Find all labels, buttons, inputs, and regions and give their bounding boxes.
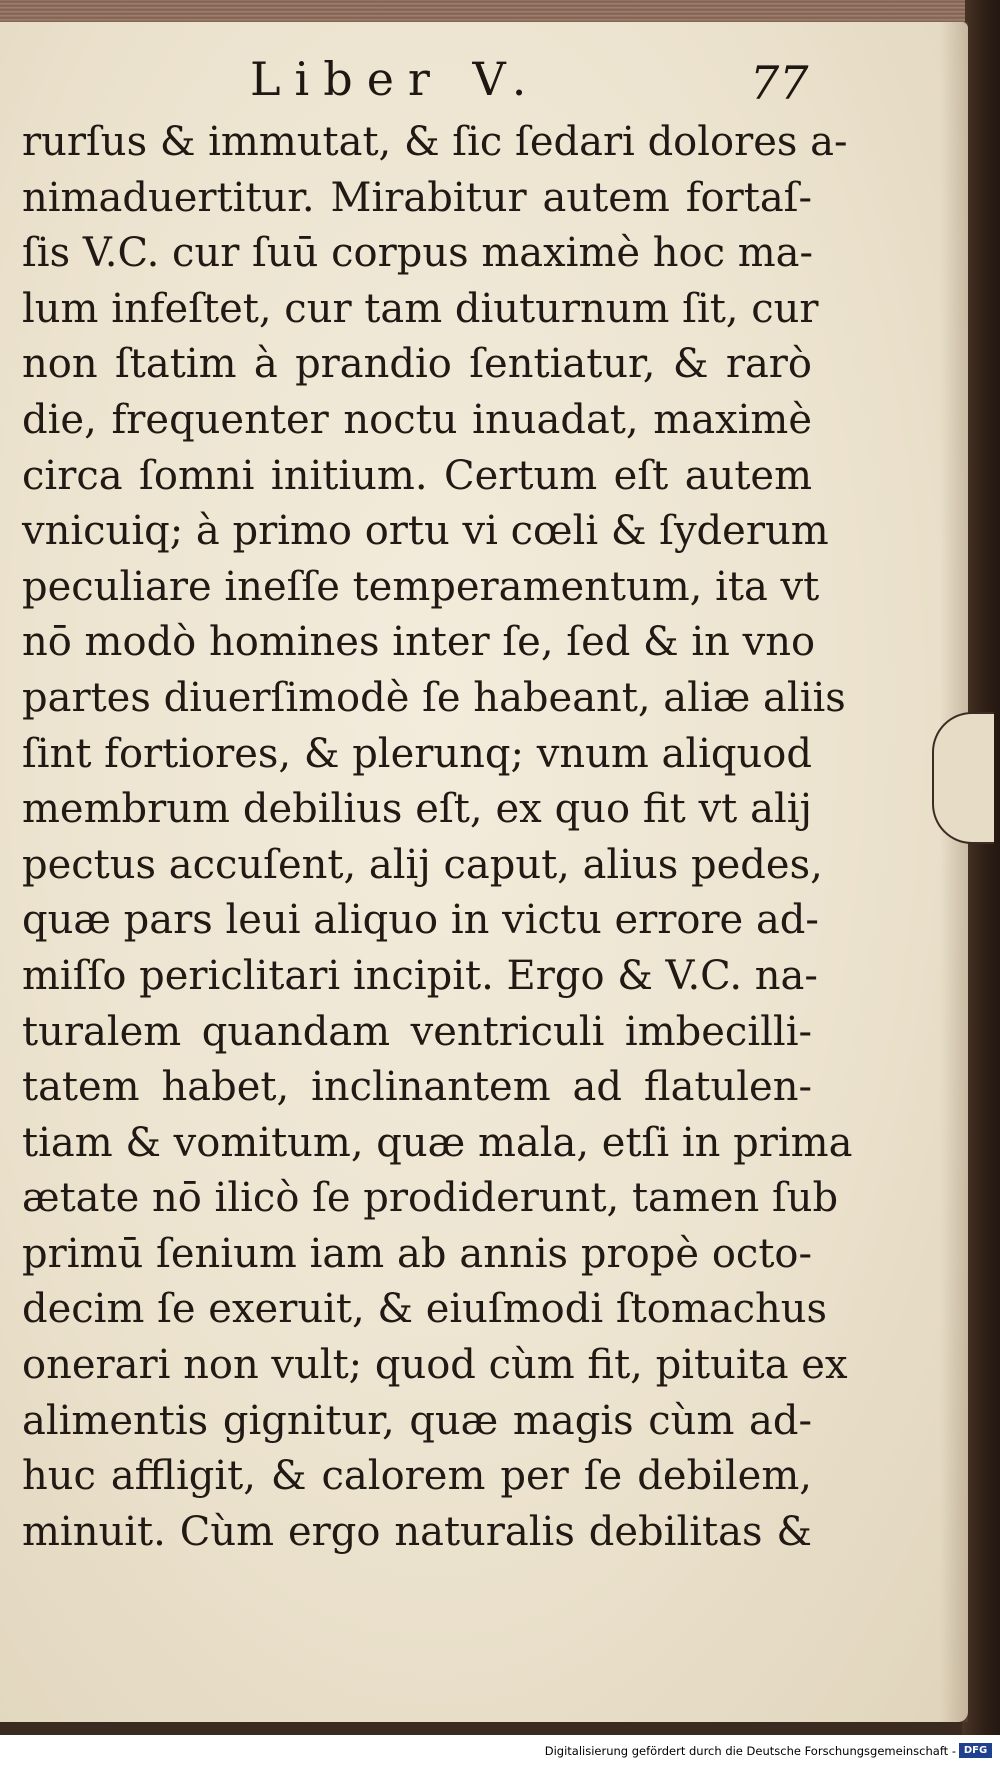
text-line: decim ſe exeruit, & eiuſmodi ſtomachus	[22, 1286, 828, 1333]
page-number: 77	[750, 56, 809, 110]
text-line: quæ pars leui aliquo in victu errore ad-	[22, 897, 819, 944]
text-line: turalem quandam ventriculi imbecilli-	[22, 1008, 812, 1055]
text-line: ætate nō ilicò ſe prodiderunt, tamen ſub	[22, 1175, 839, 1222]
funding-credit: Digitalisierung gefördert durch die Deutsche Forschungsgemeinschaft -	[544, 1744, 956, 1758]
text-line: membrum debilius eſt, ex quo fit vt alij	[22, 786, 812, 833]
text-line: ſis V.C. cur ſuū corpus maximè hoc ma-	[22, 230, 814, 277]
text-line: nimaduertitur. Mirabitur autem fortaſ-	[22, 174, 812, 221]
text-line: vnicuiq; à primo ortu vi cœli & ſyderum	[22, 508, 829, 555]
text-line: ſint fortiores, & plerunq; vnum aliquod	[22, 730, 812, 777]
text-line: rurſus & immutat, & ſic ſedari dolores a-	[22, 119, 848, 165]
text-line: huc affligit, & calorem per ſe debilem,	[22, 1453, 812, 1500]
text-line: peculiare ineſſe temperamentum, ita vt	[22, 563, 820, 610]
page-curl-shadow	[940, 22, 968, 1722]
text-line: partes diuerſimodè ſe habeant, aliæ aliis	[22, 674, 846, 721]
text-line: alimentis gignitur, quæ magis cùm ad-	[22, 1397, 812, 1444]
text-line: circa ſomni initium. Certum eſt autem	[22, 452, 812, 499]
text-line: tatem habet, inclinantem ad flatulen-	[22, 1064, 812, 1111]
text-line: miſſo periclitari incipit. Ergo & V.C. na-	[22, 952, 818, 999]
text-line: lum infeſtet, cur tam diuturnum ſit, cur	[22, 285, 819, 332]
text-line: pectus accuſent, alij caput, alius pedes,	[22, 841, 823, 888]
text-line: die, frequenter noctu inuadat, maximè	[22, 396, 812, 443]
page-clip-tab	[932, 712, 994, 844]
text-line: nō modò homines inter ſe, ſed & in vno	[22, 619, 816, 666]
text-line: tiam & vomitum, quæ mala, etſi in prima	[22, 1119, 853, 1166]
page-top-edge	[0, 0, 965, 24]
running-head: Liber V.	[250, 52, 541, 106]
text-line: minuit. Cùm ergo naturalis debilitas &	[22, 1508, 812, 1555]
dfg-logo: DFG	[959, 1743, 992, 1758]
text-line: primū ſenium iam ab annis propè octo-	[22, 1230, 812, 1277]
text-line: onerari non vult; quod cùm fit, pituita ex	[22, 1342, 848, 1389]
body-text	[22, 115, 853, 1560]
text-line: non ſtatim à prandio ſentiatur, & rarò	[22, 341, 812, 388]
